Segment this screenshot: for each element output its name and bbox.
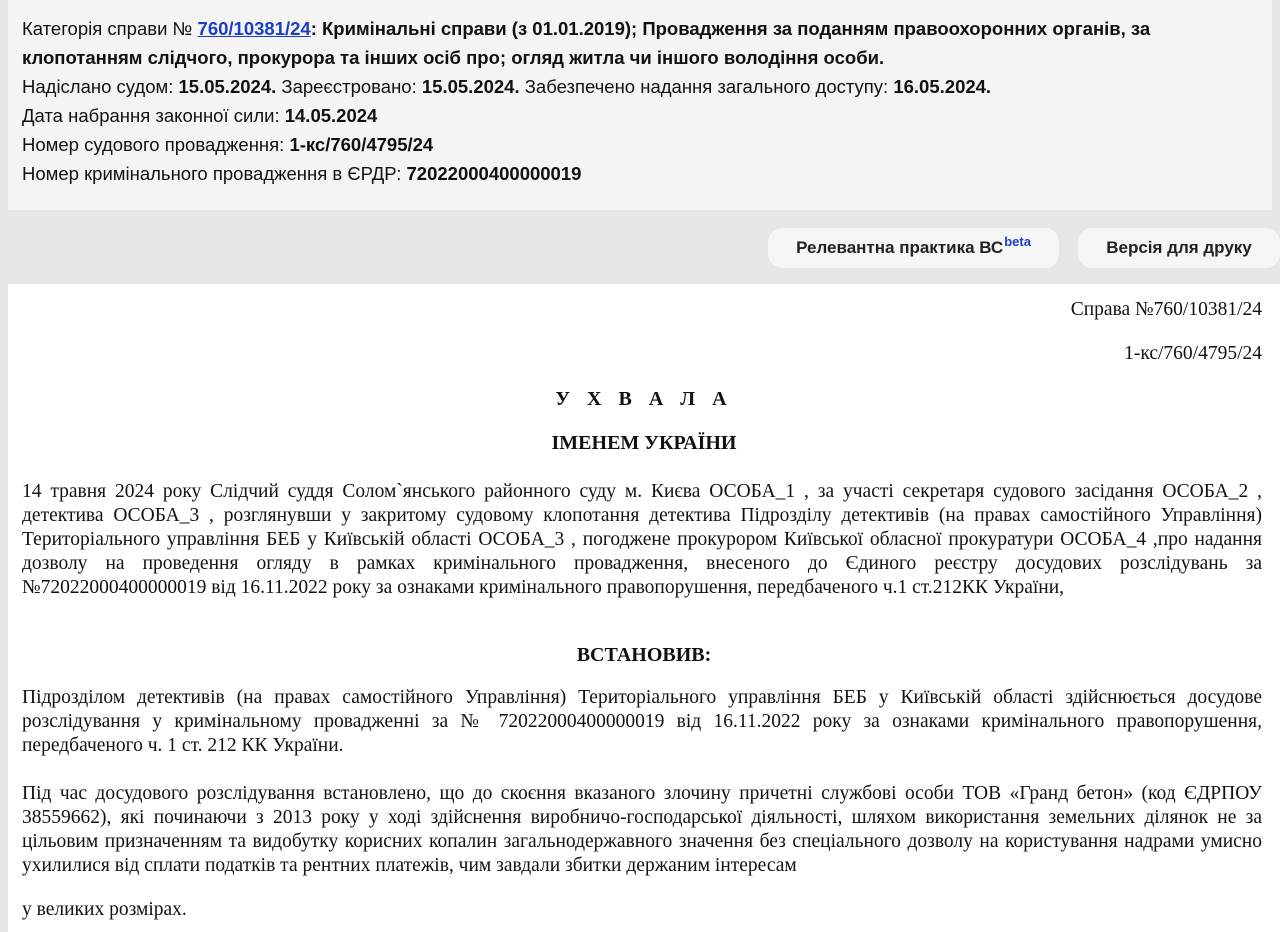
decision-document bbox=[8, 284, 1280, 932]
sent-value: 15.05.2024. bbox=[178, 76, 277, 97]
case-number-link[interactable]: 760/10381/24 bbox=[197, 18, 311, 39]
erdr-line bbox=[22, 159, 1258, 188]
case-info-panel bbox=[8, 0, 1272, 210]
court-proc-value: 1-кс/760/4795/24 bbox=[289, 134, 434, 155]
case-category bbox=[22, 14, 1258, 72]
relevant-practice-button[interactable] bbox=[768, 228, 1059, 268]
sent-label: Надіслано судом: bbox=[22, 76, 174, 97]
print-version-label: Версія для друку bbox=[1106, 238, 1252, 257]
established-heading: ВСТАНОВИВ: bbox=[576, 644, 712, 666]
registered-label: Зареєстровано: bbox=[281, 76, 417, 97]
dates-line bbox=[22, 72, 1258, 101]
effective-date-line bbox=[22, 101, 1258, 130]
document-title: У Х В А Л А bbox=[555, 388, 733, 410]
investigation-paragraph: Підрозділом детективів (на правах самостійного Управління) Територіального управління БЕБ у Київській області здійснюється досудове розслідування у кримінальному провадженні за № 72022000400000019 від 16.11.2022 року за ознаками кримінального правопорушення, передбаченого ч. 1 ст. 212 КК України. bbox=[22, 687, 1262, 756]
proceeding-number: 1-кс/760/4795/24 bbox=[1124, 343, 1262, 364]
registered-value: 15.05.2024. bbox=[421, 76, 520, 97]
document-toolbar bbox=[0, 228, 1280, 270]
case-number: Справа №760/10381/24 bbox=[1070, 299, 1262, 320]
effective-label: Дата набрання законної сили: bbox=[22, 105, 280, 126]
court-proceeding-line bbox=[22, 130, 1258, 159]
intro-paragraph: 14 травня 2024 року Слідчий суддя Солом`янського районного суду м. Києва ОСОБА_1 , за участі секретаря судового засідання ОСОБА_2 , детектива ОСОБА_3 , розглянувши у закритому судовому клопотання детектива Підрозділу детективів (на правах самостійного Управління) Територіального управління БЕБ у Київській області ОСОБА_3 , погоджене прокурором Київської обласної прокуратури ОСОБА_4 ,про надання дозволу на проведення огляду в рамках кримінального провадження, внесеного до Єдиного реєстру досудових розслідувань за №72022000400000019 від 16.11.2022 року за ознаками кримінального правопорушення, передбаченого ч.1 ст.212КК України, bbox=[22, 481, 1262, 598]
access-value: 16.05.2024. bbox=[893, 76, 992, 97]
document-subtitle: ІМЕНЕМ УКРАЇНИ bbox=[551, 432, 737, 454]
erdr-value: 72022000400000019 bbox=[406, 163, 582, 184]
access-label: Забезпечено надання загального доступу: bbox=[524, 76, 889, 97]
category-label: Категорія справи № bbox=[22, 18, 193, 39]
findings-continuation: у великих розмірах. bbox=[22, 899, 187, 920]
print-version-button[interactable] bbox=[1078, 228, 1280, 268]
effective-value: 14.05.2024 bbox=[284, 105, 378, 126]
court-proc-label: Номер судового провадження: bbox=[22, 134, 285, 155]
beta-badge: beta bbox=[1004, 233, 1031, 249]
relevant-practice-label: Релевантна практика ВС bbox=[796, 238, 1004, 257]
erdr-label: Номер кримінального провадження в ЄРДР: bbox=[22, 163, 402, 184]
category-value: : Кримінальні справи (з 01.01.2019); Провадження за поданням правоохоронних органів, за клопотанням слідчого, прокурора та інших осіб про; огляд житла чи іншого володіння особи. bbox=[22, 18, 1151, 68]
findings-paragraph: Під час досудового розслідування встановлено, що до скоєння вказаного злочину причетні службові особи ТОВ «Гранд бетон» (код ЄДРПОУ 38559662), які починаючи з 2013 року у ході здійснення виробничо-господарської діяльності, шляхом використання земельних ділянок не за цільовим призначенням та видобутку корисних копалин загальнодержавного значення без спеціального дозволу на користування надрами умисно ухилилися від сплати податків та рентних платежів, чим завдали збитки держаним інтересам bbox=[22, 783, 1262, 876]
